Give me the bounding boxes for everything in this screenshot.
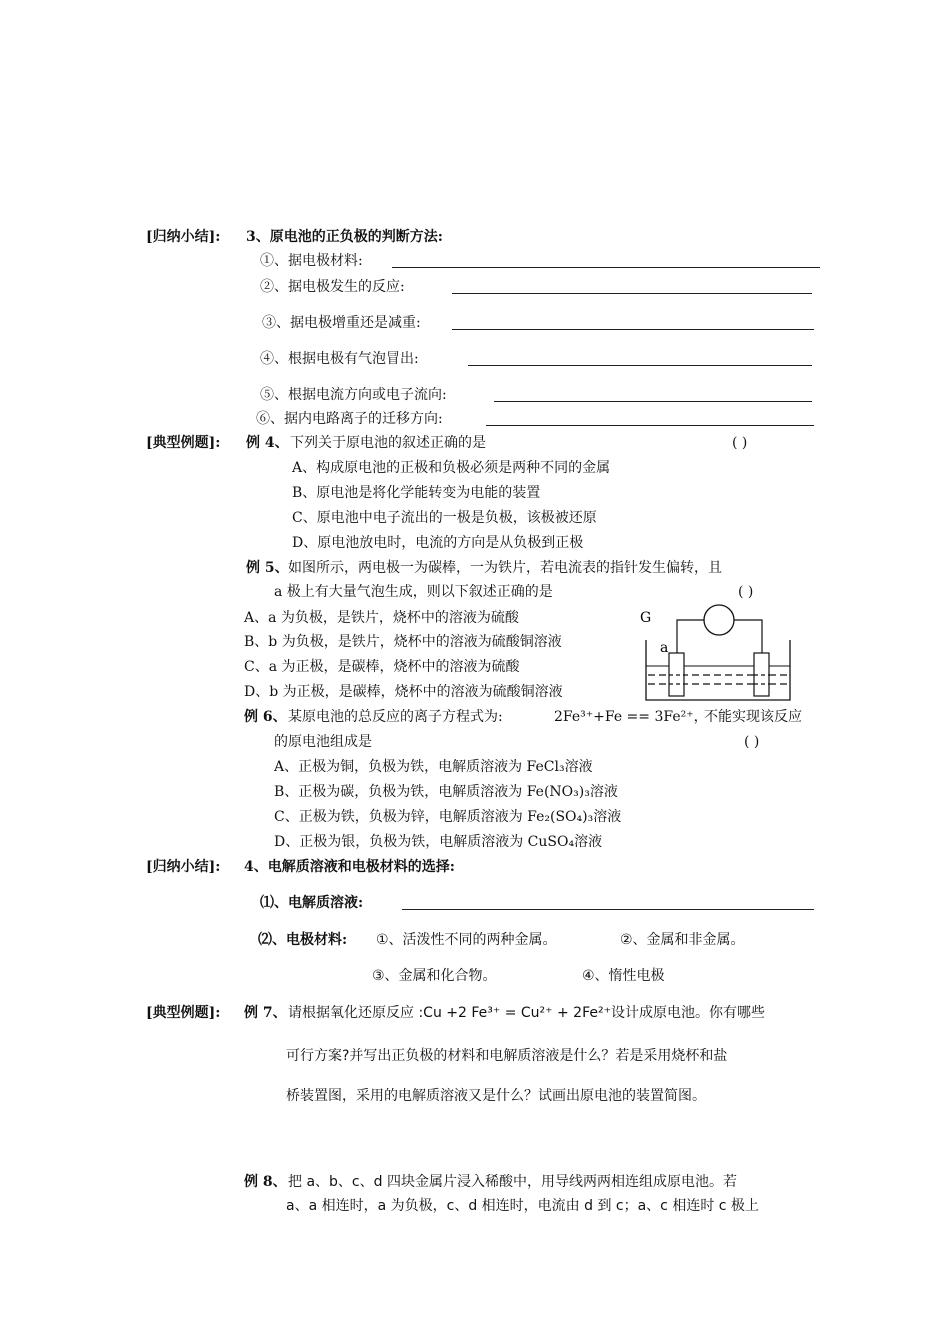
ex8-label: 例 8、 <box>244 1174 287 1190</box>
summary4-item-2-b: ②、金属和非金属。 <box>620 932 745 948</box>
summary3-tag: [归纳小结]: <box>146 229 221 245</box>
ex7-line-3: 桥装置图，采用的电解质溶液又是什么？试画出原电池的装置简图。 <box>286 1088 706 1104</box>
ex4-option-a: A、构成原电池的正极和负极必须是两种不同的金属 <box>292 460 611 476</box>
ex4-answer-paren: ( ) <box>732 435 748 451</box>
ex4-option-b: B、原电池是将化学能转变为电能的装置 <box>292 485 541 501</box>
ex4-option-d: D、原电池放电时，电流的方向是从负极到正极 <box>292 535 584 551</box>
summary4-tag: [归纳小结]: <box>146 859 221 875</box>
ex6-equation: 2Fe³⁺+Fe == 3Fe²⁺， <box>554 709 708 725</box>
ex4-option-c: C、原电池中电子流出的一极是负极，该极被还原 <box>292 510 597 526</box>
ex6-answer-paren: ( ) <box>744 734 760 750</box>
ex7-line-1: 请根据氧化还原反应 :Cu +2 Fe³⁺ = Cu²⁺ + 2Fe²⁺设计成原电池。你有哪些 <box>288 1005 765 1021</box>
ex7-line-2: 可行方案?并写出正负极的材料和电解质溶液是什么？若是采用烧杯和盐 <box>286 1048 728 1064</box>
answer-blank-3[interactable] <box>452 329 814 330</box>
ex4-label: 例 4、 <box>246 435 289 451</box>
summary3-item-4: ④、根据电极有气泡冒出: <box>260 351 419 367</box>
ex5-option-b: B、b 为负极，是铁片，烧杯中的溶液为硫酸铜溶液 <box>244 634 562 650</box>
summary4-item-2-a: ①、活泼性不同的两种金属。 <box>376 932 557 948</box>
summary3-item-3: ③、据电极增重还是减重: <box>262 315 421 331</box>
wire-right <box>734 620 762 653</box>
ex5-stem-2: a 极上有大量气泡生成，则以下叙述正确的是 <box>274 584 553 600</box>
ex6-option-b: B、正极为碳，负极为铁，电解质溶液为 Fe(NO₃)₃溶液 <box>274 784 618 800</box>
ex4-stem: 下列关于原电池的叙述正确的是 <box>290 435 486 451</box>
ex5-option-a: A、a 为负极，是铁片，烧杯中的溶液为硫酸 <box>244 610 519 626</box>
summary4-item-2-c: ③、金属和化合物。 <box>372 968 497 984</box>
summary3-item-1: ①、据电极材料: <box>260 253 363 269</box>
ex8-line-1: 把 a、b、c、d 四块金属片浸入稀酸中，用导线两两相连组成原电池。若 <box>288 1174 737 1190</box>
galvanic-cell-diagram <box>640 600 800 705</box>
ex5-option-c: C、a 为正极，是碳棒，烧杯中的溶液为硫酸 <box>244 659 520 675</box>
ex6-stem-pre: 某原电池的总反应的离子方程式为: <box>288 709 503 725</box>
electrode-a-label: a <box>660 640 669 656</box>
ex6-label: 例 6、 <box>244 709 287 725</box>
summary4-item-2-d: ④、惰性电极 <box>582 968 665 984</box>
answer-blank-1[interactable] <box>392 267 820 268</box>
wire-left <box>677 620 704 653</box>
answer-blank-5[interactable] <box>494 401 812 402</box>
ex4-tag: [典型例题]: <box>146 435 221 451</box>
galvanometer-label: G <box>640 610 652 626</box>
ex6-option-a: A、正极为铜，负极为铁，电解质溶液为 FeCl₃溶液 <box>274 759 593 775</box>
answer-blank-7[interactable] <box>402 909 814 910</box>
summary3-item-5: ⑤、根据电流方向或电子流向: <box>260 387 447 403</box>
summary4-item-1: ⑴、电解质溶液: <box>260 895 364 911</box>
ex8-line-2: a、a 相连时，a 为负极，c、d 相连时，电流由 d 到 c；a、c 相连时 c 极上 <box>286 1198 759 1214</box>
ex5-label: 例 5、 <box>246 560 289 576</box>
galvanometer-icon <box>704 605 734 635</box>
answer-blank-2[interactable] <box>452 293 812 294</box>
ex6-stem-post: 不能实现该反应 <box>704 709 802 725</box>
summary3-title: 3、原电池的正负极的判断方法: <box>246 229 443 245</box>
summary3-item-6: ⑥、据内电路离子的迁移方向: <box>256 411 443 427</box>
answer-blank-4[interactable] <box>468 365 812 366</box>
summary4-item-2-label: ⑵、电极材料: <box>258 932 348 948</box>
ex6-stem-2: 的原电池组成是 <box>274 734 372 750</box>
ex6-option-d: D、正极为银，负极为铁，电解质溶液为 CuSO₄溶液 <box>274 834 603 850</box>
ex7-tag: [典型例题]: <box>146 1005 221 1021</box>
ex5-option-d: D、b 为正极，是碳棒，烧杯中的溶液为硫酸铜溶液 <box>244 684 563 700</box>
ex6-option-c: C、正极为铁，负极为锌，电解质溶液为 Fe₂(SO₄)₃溶液 <box>274 809 622 825</box>
summary3-item-2: ②、据电极发生的反应: <box>260 279 405 295</box>
summary4-title: 4、电解质溶液和电极材料的选择: <box>244 859 455 875</box>
ex5-stem-1: 如图所示，两电极一为碳棒，一为铁片，若电流表的指针发生偏转，且 <box>288 560 722 576</box>
ex7-label: 例 7、 <box>244 1005 287 1021</box>
ex5-answer-paren: ( ) <box>738 584 754 600</box>
answer-blank-6[interactable] <box>486 425 814 426</box>
